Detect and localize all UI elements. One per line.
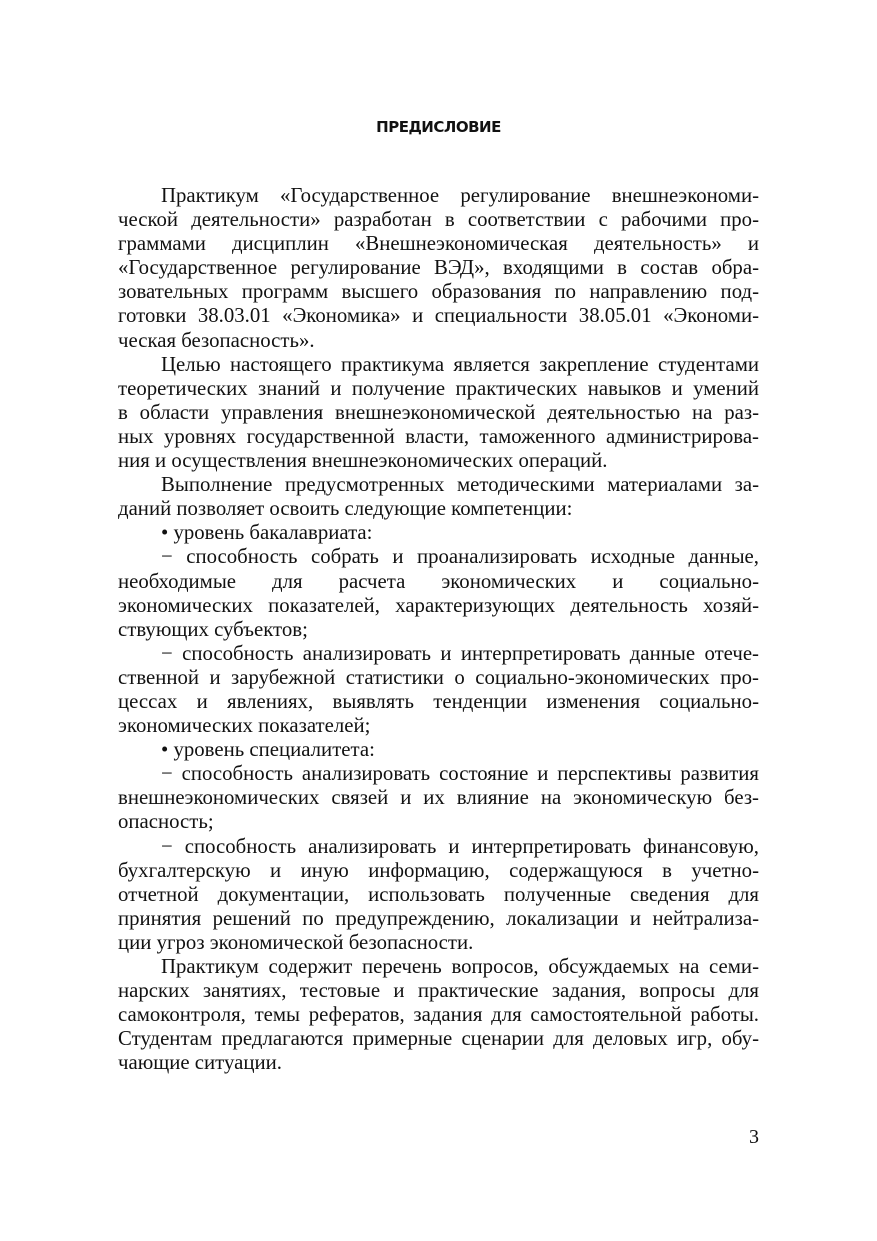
text-line: даний позволяет освоить следующие компетенции: — [118, 497, 573, 521]
text-line: − способность анализировать и интерпретировать данные отече- — [161, 641, 759, 665]
text-line: принятия решений по предупреждению, локализации и нейтрализа- — [118, 906, 759, 930]
text-line: опасность; — [118, 810, 214, 834]
text-line: ствующих субъектов; — [118, 617, 308, 641]
text-line: самоконтроля, темы рефератов, задания для самостоятельной работы. — [118, 1003, 759, 1027]
text-line: − способность собрать и проанализировать исходные данные, — [161, 545, 759, 569]
text-line: нарских занятиях, тестовые и практические задания, вопросы для — [118, 979, 759, 1003]
text-line: бухгалтерскую и иную информацию, содержащуюся в учетно- — [118, 858, 759, 882]
text-line: ния и осуществления внешнеэкономических операций. — [118, 449, 608, 473]
text-line: Выполнение предусмотренных методическими материалами за- — [161, 473, 759, 497]
text-line: зовательных программ высшего образования по направлению под- — [118, 280, 759, 304]
text-line: ственной и зарубежной статистики о социально-экономических про- — [118, 665, 759, 689]
text-line: теоретических знаний и получение практических навыков и умений — [118, 376, 759, 400]
page-number: 3 — [749, 1126, 759, 1148]
text-line: ческая безопасность». — [118, 328, 315, 352]
text-line: • уровень бакалавриата: — [161, 521, 373, 545]
text-line: Целью настоящего практикума является закрепление студентами — [161, 352, 759, 376]
text-line: ных уровнях государственной власти, таможенного администрирова- — [118, 424, 759, 448]
text-line: − способность анализировать и интерпретировать финансовую, — [161, 834, 759, 858]
text-line: Практикум содержит перечень вопросов, обсуждаемых на семи- — [161, 955, 759, 978]
page-title: ПРЕДИСЛОВИЕ — [376, 118, 501, 136]
text-line: внешнеэкономических связей и их влияние на экономическую без- — [118, 786, 759, 810]
preface-text — [118, 184, 759, 1075]
text-line: ции угроз экономической безопасности. — [118, 930, 474, 954]
text-line: экономических показателей; — [118, 714, 371, 738]
text-line: чающие ситуации. — [118, 1051, 282, 1075]
text-line: • уровень специалитета: — [161, 738, 375, 762]
text-line: необходимые для расчета экономических и социально- — [118, 569, 759, 593]
text-line: готовки 38.03.01 «Экономика» и специальности 38.05.01 «Экономи- — [118, 304, 759, 328]
text-line: Практикум «Государственное регулирование внешнеэкономи- — [161, 184, 759, 207]
text-line: цессах и явлениях, выявлять тенденции изменения социально- — [118, 689, 759, 713]
text-line: − способность анализировать состояние и перспективы развития — [161, 762, 759, 786]
text-line: отчетной документации, использовать полученные сведения для — [118, 882, 759, 906]
text-line: Студентам предлагаются примерные сценарии для деловых игр, обу- — [118, 1027, 759, 1051]
text-line: граммами дисциплин «Внешнеэкономическая деятельность» и — [118, 232, 759, 256]
text-line: «Государственное регулирование ВЭД», входящими в состав обра- — [118, 256, 759, 280]
text-line: в области управления внешнеэкономической деятельностью на раз- — [118, 400, 759, 424]
text-line: ческой деятельности» разработан в соответствии с рабочими про- — [118, 208, 759, 232]
text-line: экономических показателей, характеризующих деятельность хозяй- — [118, 593, 759, 617]
